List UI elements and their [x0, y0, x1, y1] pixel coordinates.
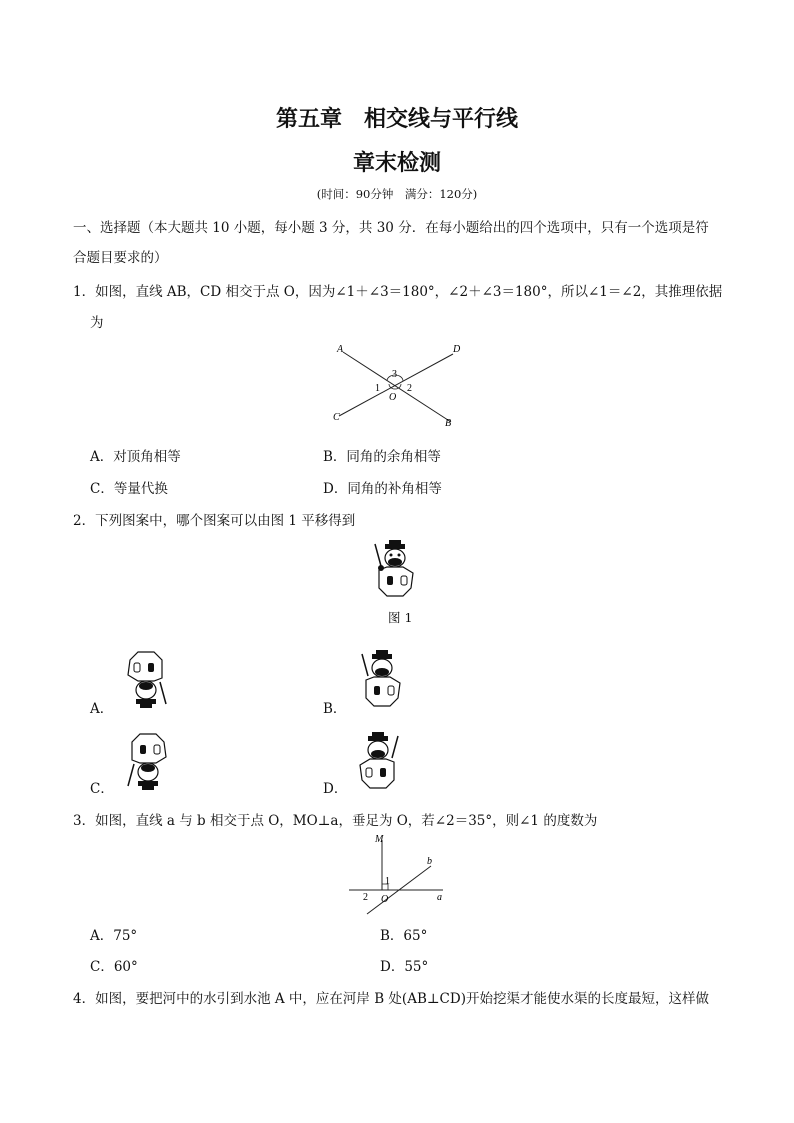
- chapter-title: 第五章 相交线与平行线: [275, 107, 518, 132]
- cartoon-translated: [362, 650, 400, 706]
- label-o: O: [381, 894, 389, 905]
- q3-option-c[interactable]: C．60°: [90, 959, 138, 975]
- q2-option-d[interactable]: D．: [323, 781, 348, 797]
- label-a: A: [337, 344, 344, 355]
- q2-option-d-figure: [350, 732, 408, 792]
- q3-option-b[interactable]: B．65°: [380, 928, 428, 944]
- label-m: M: [375, 834, 384, 845]
- section-heading-line2: 合题目要求的）: [73, 250, 168, 266]
- exam-meta: (时间：90分钟 满分：120分): [316, 187, 478, 201]
- line-ab: [343, 352, 451, 422]
- q3-option-d[interactable]: D．55°: [380, 959, 429, 975]
- q3-perpendicular-figure: [345, 832, 450, 917]
- q2-option-a-figure: [118, 648, 176, 708]
- cartoon-mirrored: [360, 732, 398, 788]
- label-c: C: [333, 412, 340, 423]
- q1-stem-line2: 为: [90, 315, 104, 331]
- q2-option-b[interactable]: B．: [323, 701, 347, 717]
- q1-option-d[interactable]: D．同角的补角相等: [323, 481, 442, 497]
- label-angle-1: 1: [385, 876, 390, 887]
- q3-option-a[interactable]: A．75°: [90, 928, 138, 944]
- q2-option-a[interactable]: A．: [90, 701, 114, 717]
- q1-stem-line1: 1．如图，直线 AB，CD 相交于点 O，因为∠1＋∠3＝180°，∠2＋∠3＝180°，所以∠1＝∠2，其推理依据: [73, 284, 723, 300]
- q2-option-b-figure: [352, 650, 410, 710]
- q1-option-b[interactable]: B．同角的余角相等: [323, 449, 441, 465]
- cartoon-upright: [375, 540, 413, 596]
- label-b: B: [445, 418, 452, 429]
- figure-1-cartoon: [365, 540, 423, 600]
- q3-stem: 3．如图，直线 a 与 b 相交于点 O，MO⊥a，垂足为 O，若∠2＝35°，则∠1 的度数为: [73, 813, 598, 829]
- label-angle-2: 2: [407, 383, 412, 394]
- q2-option-c-figure: [118, 730, 176, 790]
- q2-stem: 2．下列图案中，哪个图案可以由图 1 平移得到: [73, 513, 356, 529]
- q4-stem-line1: 4．如图，要把河中的水引到水池 A 中，应在河岸 B 处(AB⊥CD)开始挖渠才能使水渠的长度最短，这样做: [73, 991, 709, 1007]
- cartoon-flipped-vertical: [128, 734, 166, 790]
- q1-intersecting-lines-figure: [325, 340, 465, 430]
- figure-1-caption: 图 1: [388, 610, 413, 625]
- cartoon-rotated-180: [128, 652, 166, 708]
- label-angle-1: 1: [375, 383, 380, 394]
- label-angle-3: 3: [392, 369, 397, 380]
- line-cd: [339, 354, 453, 416]
- label-b: b: [427, 856, 432, 867]
- q1-option-a[interactable]: A．对顶角相等: [90, 449, 181, 465]
- section-heading-line1: 一、选择题（本大题共 10 小题，每小题 3 分，共 30 分．在每小题给出的四个选项中，只有一个选项是符: [73, 220, 709, 236]
- label-o: O: [389, 392, 397, 403]
- label-a: a: [437, 892, 442, 903]
- q1-option-c[interactable]: C．等量代换: [90, 481, 168, 497]
- label-d: D: [453, 344, 461, 355]
- page-subtitle: 章末检测: [352, 151, 441, 176]
- q2-option-c[interactable]: C．: [90, 781, 114, 797]
- label-angle-2: 2: [363, 892, 368, 903]
